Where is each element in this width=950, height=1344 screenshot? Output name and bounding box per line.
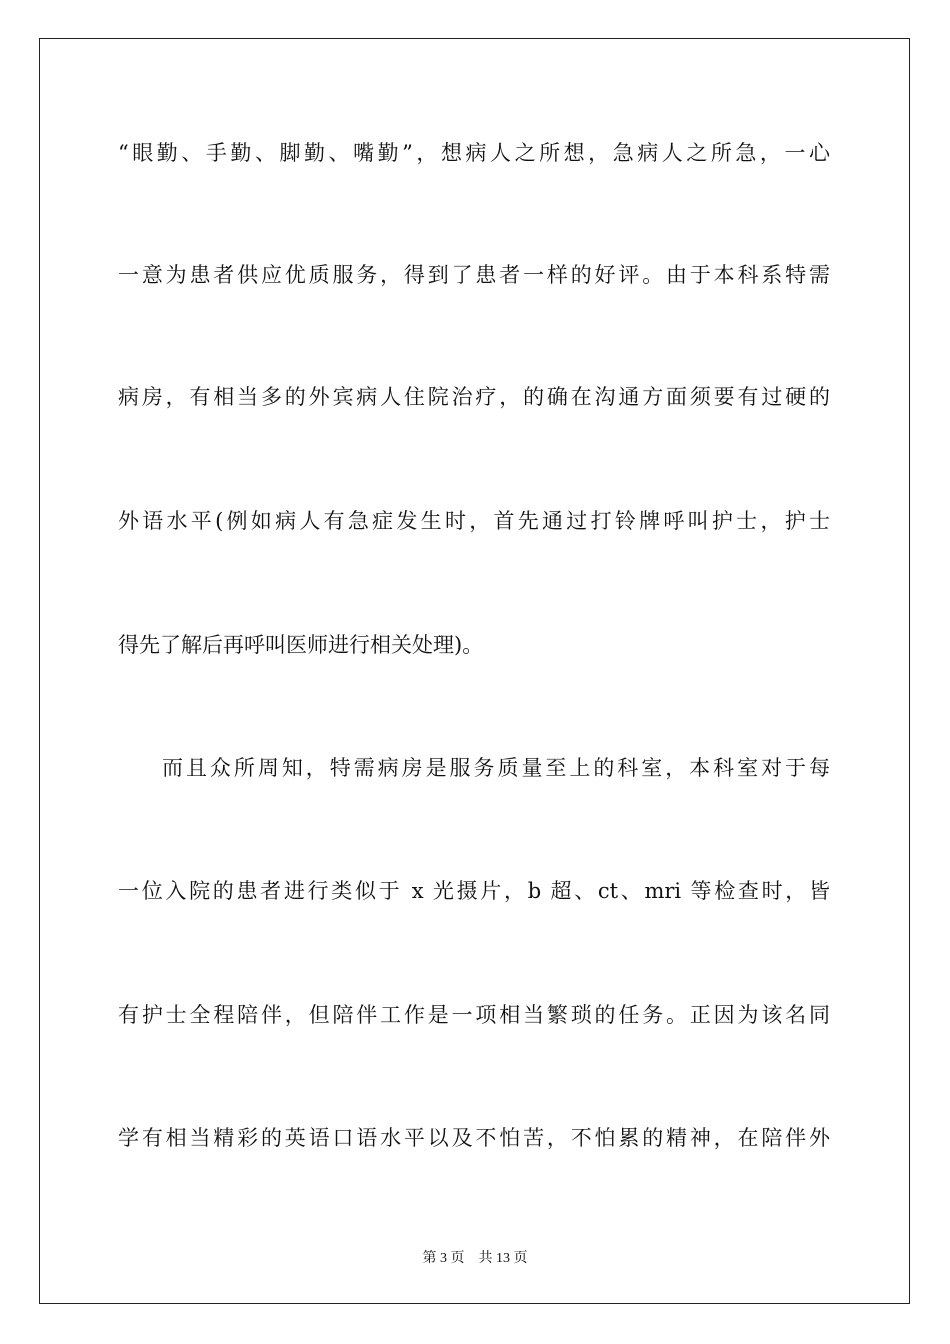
paragraph-line-6: 而且众所周知，特需病房是服务质量至上的科室，本科室对于每	[162, 756, 830, 780]
paragraph-line-2: 一意为患者供应优质服务，得到了患者一样的好评。由于本科系特需	[118, 263, 830, 287]
page-border	[39, 38, 910, 1304]
paragraph-line-3: 病房，有相当多的外宾病人住院治疗，的确在沟通方面须要有过硬的	[118, 385, 830, 409]
paragraph-line-7: 一位入院的患者进行类似于 x 光摄片，b 超、ct、mri 等检查时，皆	[118, 879, 830, 903]
paragraph-line-4: 外语水平(例如病人有急症发生时，首先通过打铃牌呼叫护士，护士	[118, 509, 830, 533]
paragraph-line-1: “眼勤、手勤、脚勤、嘴勤”，想病人之所想，急病人之所急，一心	[118, 141, 830, 165]
page-number-footer: 第 3 页 共 13 页	[422, 1251, 528, 1266]
paragraph-line-8: 有护士全程陪伴，但陪伴工作是一项相当繁琐的任务。正因为该名同	[118, 1003, 830, 1027]
paragraph-line-5: 得先了解后再呼叫医师进行相关处理)。	[118, 633, 484, 657]
paragraph-line-9: 学有相当精彩的英语口语水平以及不怕苦，不怕累的精神，在陪伴外	[118, 1126, 830, 1150]
